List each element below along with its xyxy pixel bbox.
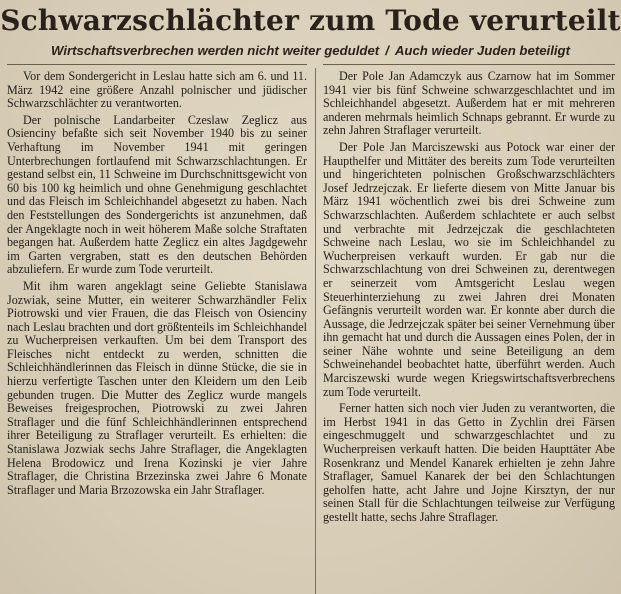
subhead-separator: / [385, 43, 389, 58]
paragraph: Vor dem Sondergericht in Leslau hatte sich am 6. und 11. März 1942 eine größere Anzahl polnischer und jüdischer Schwarzschlächter zu verantworten. [7, 70, 307, 111]
subhead-right: Auch wieder Juden beteiligt [394, 43, 570, 58]
right-column [323, 70, 615, 594]
left-column [7, 70, 307, 594]
rule-right [323, 64, 615, 65]
paragraph: Ferner hatten sich noch vier Juden zu verantworten, die im Herbst 1941 in das Getto in Zychlin drei Färsen eingeschmuggelt und schwarzgeschlachtet und zu Wucherpreisen verkauft hatten. Die beiden Haupttäter Abe Rosenkranz und Mendel Kanarek erhielten je zehn Jahre Straflager, Samuel Kanarek der bei den Schlachtungen geholfen hatte, acht Jahre und Jojne Kirsztyn, der nur seinen Stall für die Schlachtungen teilweise zur Verfügung gestellt hatte, sechs Jahre Straflager. [323, 401, 615, 524]
paragraph: Der Pole Jan Marciszewski aus Potock war einer der Haupthelfer und Mittäter des bereits zum Tode verurteilten und hingerichteten polnischen Großschwarzschlächters Josef Jedrzejczak. Er lieferte diesem von Mitte Januar bis März 1941 wöchentlich zwei bis drei Schweine zum Schwarzschlachten. Außerdem schlachtete er auch selbst und verbrachte mit Jedrzejczak die geschlachteten Schweine nach Leslau, wo sie im Schleichhandel zu Wucherpreisen verkauft wurden. Er gab nur die Schwarzschlachtung von drei Schweinen zu, derentwegen er seinerzeit vom Amtsgericht Leslau wegen Steuerhinterziehung zu zwei Jahren drei Monaten Gefängnis verurteilt worden war. Er konnte aber durch die Aussage, die Jedrzejczak später bei seiner Vernehmung über ihn gemacht hat und durch die Aussagen eines Polen, der in seiner Nähe wohnte und seine Beteiligung an dem Schweinehandel beobachtet hatte, überführt werden. Auch Marciszewski wurde wegen Kriegswirtschaftsverbrechens zum Tode verurteilt. [323, 139, 615, 399]
paragraph: Der Pole Jan Adamczyk aus Czarnow hat im Sommer 1941 vier bis fünf Schweine schwarzgeschlachtet und im Schleichhandel abgesetzt. Außerdem hat er mit mehreren anderen mehrmals heimlich Schnaps gebrannt. Er wurde zu zehn Jahren Straflager verurteilt. [323, 70, 615, 138]
subheadline [0, 43, 621, 58]
rule-left [7, 64, 307, 65]
paragraph: Der polnische Landarbeiter Czeslaw Zeglicz aus Osienciny befaßte sich seit November 1940 bis zu seiner Verhaftung im November 1941 mit geringen Unterbrechungen fortlaufend mit Schwarzschlachtungen. Er gestand selbst ein, 11 Schweine im Durchschnittsgewicht von 60 bis 100 kg heimlich und ohne Genehmigung geschlachtet und das Fleisch im Schleichhandel abgesetzt zu haben. Nach den Feststellungen des Sondergerichts ist anzunehmen, daß der Angeklagte noch in weit höherem Maße solche Straftaten begangen hat. Außerdem hatte Zeglicz ein altes Jagdgewehr im Garten vergraben, statt es den deutschen Behörden abzuliefern. Er wurde zum Tode verurteilt. [7, 112, 307, 277]
subhead-left: Wirtschaftsverbrechen werden nicht weiter geduldet [51, 43, 380, 58]
column-divider [315, 68, 316, 594]
headline: Schwarzschlächter zum Tode verurteilt [0, 4, 621, 37]
paragraph: Mit ihm waren angeklagt seine Geliebte Stanislawa Jozwiak, seine Mutter, ein weiterer Schwarzhändler Felix Piotrowski und vier Frauen, die das Fleisch von Osienciny nach Leslau brachten und dort größtenteils im Schleichhandel zu Wucherpreisen verkauften. Um bei dem Transport des Fleisches nicht entdeckt zu werden, schnitten die Schleichhändlerinnen das Fleisch in dünne Stücke, die sie in hierzu verfertigte Taschen unter den Kleidern um den Leib gebunden trugen. Die Mutter des Zeglicz wurde mangels Beweises freigesprochen, Piotrowski zu zwei Jahren Straflager und die fünf Schleichhändlerinnen entsprechend ihrer Beteiligung zu Straflager verurteilt. Es erhielten: die Stanislawa Jozwiak sechs Jahre Straflager, die Angeklagten Helena Brodowicz und Irena Kozinski je vier Jahre Straflager, die Christina Brzezinska zwei Jahre 6 Monate Straflager und Maria Brzozowska ein Jahr Straflager. [7, 278, 307, 497]
